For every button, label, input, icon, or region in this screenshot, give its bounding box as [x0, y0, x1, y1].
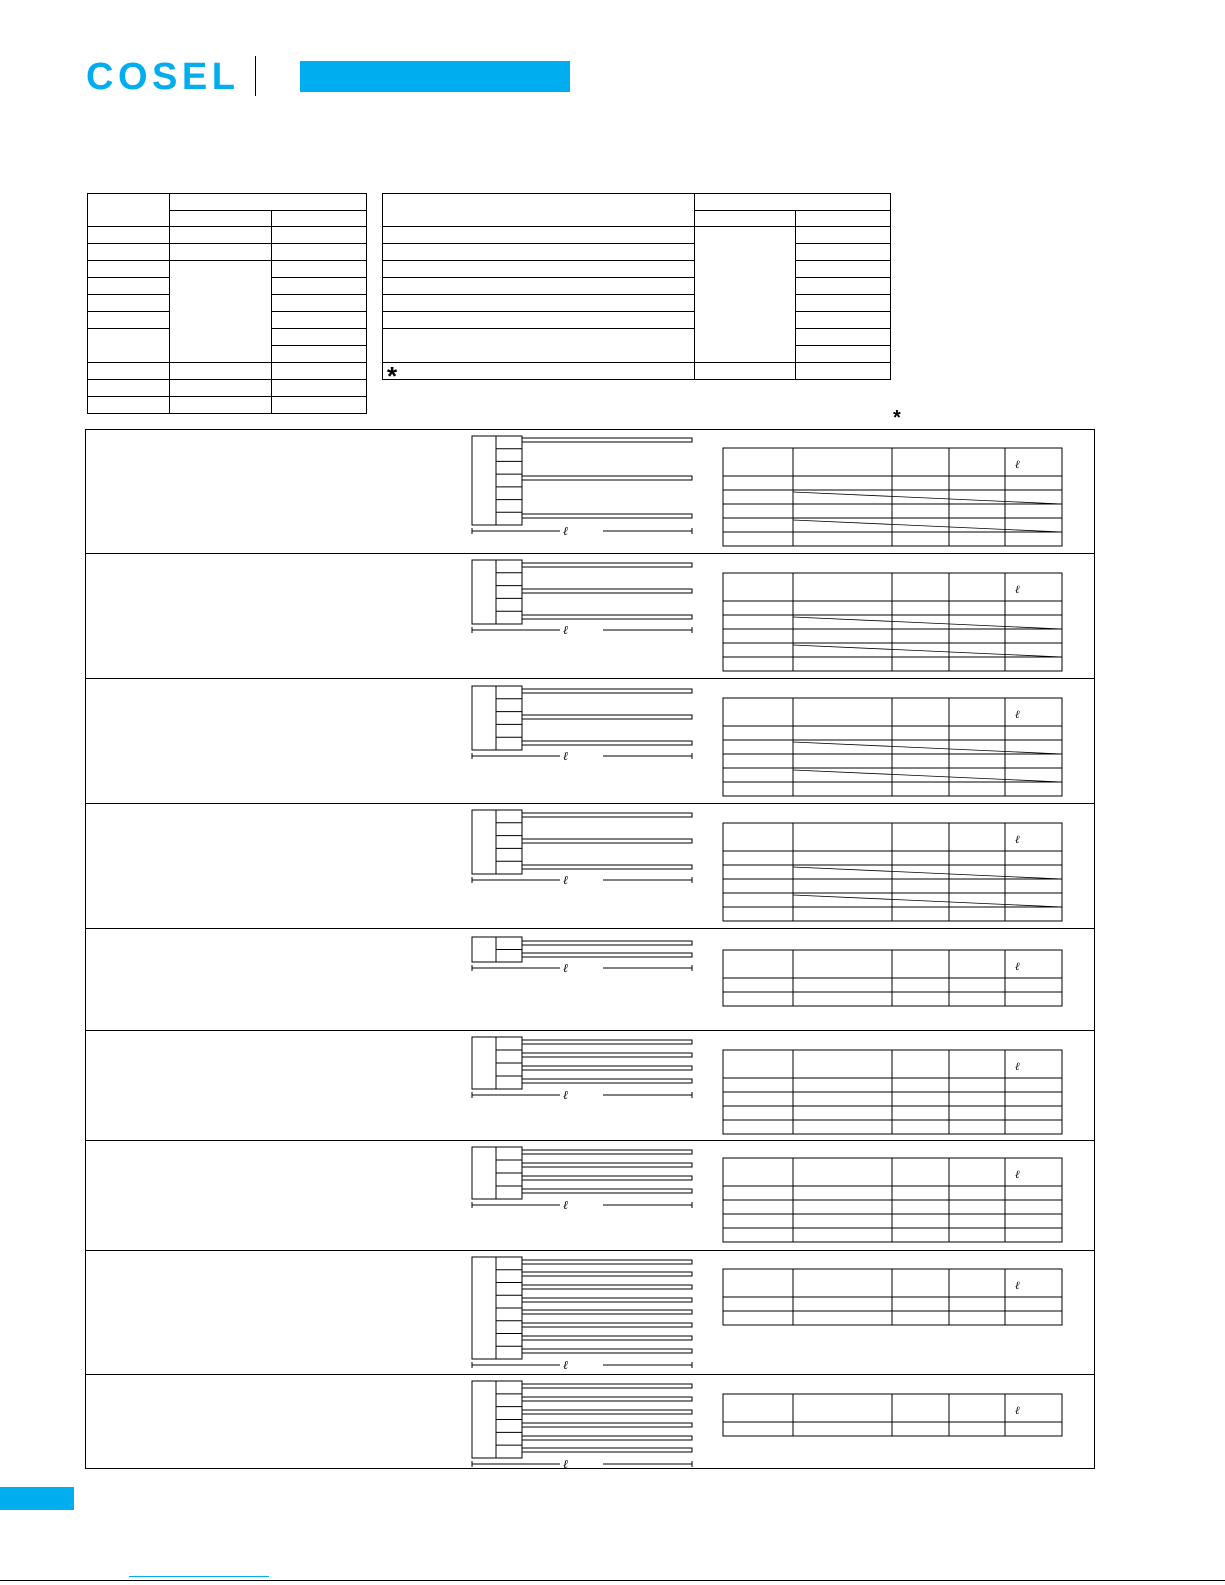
connector-housing	[472, 1381, 496, 1458]
wire	[522, 865, 692, 869]
length-label: ℓ	[563, 623, 568, 637]
wire	[522, 1436, 692, 1440]
connector-housing	[472, 937, 496, 962]
wire	[522, 941, 692, 945]
wire	[522, 438, 692, 442]
wire	[522, 1150, 692, 1154]
wire	[522, 741, 692, 745]
wire	[522, 1336, 692, 1340]
wire	[522, 563, 692, 567]
length-label: ℓ	[563, 873, 568, 887]
length-column-label: ℓ	[1015, 1060, 1020, 1073]
length-label: ℓ	[563, 961, 568, 975]
connector-pins	[496, 560, 522, 624]
wire	[522, 839, 692, 843]
connector-housing	[472, 1147, 496, 1199]
wire	[522, 1272, 692, 1276]
connector-housing	[472, 810, 496, 874]
wire	[522, 1285, 692, 1289]
connector-housing	[472, 436, 496, 525]
wire	[522, 476, 692, 480]
note-asterisk: *	[893, 407, 901, 429]
wire	[522, 1298, 692, 1302]
length-column-label: ℓ	[1015, 1168, 1020, 1181]
length-column-label: ℓ	[1015, 960, 1020, 973]
length-column-label: ℓ	[1015, 1279, 1020, 1292]
wire	[522, 813, 692, 817]
wire	[522, 1310, 692, 1314]
length-column-label: ℓ	[1015, 583, 1020, 596]
table-diagonal	[793, 895, 1062, 907]
connector-pins	[496, 810, 522, 874]
wire	[522, 1176, 692, 1180]
wire	[522, 1410, 692, 1414]
footer-rule	[0, 1580, 1225, 1581]
wire	[522, 1349, 692, 1353]
wire	[522, 715, 692, 719]
length-column-label: ℓ	[1015, 833, 1020, 846]
length-label: ℓ	[563, 1198, 568, 1212]
table-diagonal	[793, 770, 1062, 782]
connector-pins	[496, 436, 522, 525]
table-diagonal	[793, 520, 1062, 532]
wire	[522, 1423, 692, 1427]
table-diagonal	[793, 742, 1062, 754]
wire	[522, 1448, 692, 1452]
footer-link-underline[interactable]	[129, 1576, 269, 1577]
table-diagonal	[793, 617, 1062, 629]
svg-text:COSEL: COSEL	[86, 56, 234, 98]
wire	[522, 1260, 692, 1264]
wire	[522, 1163, 692, 1167]
length-label: ℓ	[563, 1358, 568, 1372]
length-label: ℓ	[563, 749, 568, 763]
wire	[522, 1040, 692, 1044]
wire	[522, 689, 692, 693]
wire	[522, 1397, 692, 1401]
table-diagonal	[793, 867, 1062, 879]
length-column-label: ℓ	[1015, 708, 1020, 721]
connector-housing	[472, 1037, 496, 1089]
length-label: ℓ	[563, 1088, 568, 1102]
wire	[522, 514, 692, 518]
length-column-label: ℓ	[1015, 458, 1020, 471]
wire	[522, 1066, 692, 1070]
wire	[522, 1079, 692, 1083]
length-label: ℓ	[563, 524, 568, 538]
wire	[522, 1189, 692, 1193]
footnote-asterisk: *	[387, 361, 398, 391]
connector-housing	[472, 560, 496, 624]
length-column-label: ℓ	[1015, 1404, 1020, 1417]
wire	[522, 1053, 692, 1057]
connector-housing	[472, 686, 496, 750]
connector-pins	[496, 686, 522, 750]
page-number-tab	[0, 1487, 74, 1510]
wire	[522, 589, 692, 593]
table-diagonal	[793, 645, 1062, 657]
wire	[522, 953, 692, 957]
wire	[522, 615, 692, 619]
wire	[522, 1323, 692, 1327]
table-diagonal	[793, 492, 1062, 504]
length-label: ℓ	[563, 1457, 568, 1471]
wire	[522, 1384, 692, 1388]
connector-housing	[472, 1257, 496, 1359]
